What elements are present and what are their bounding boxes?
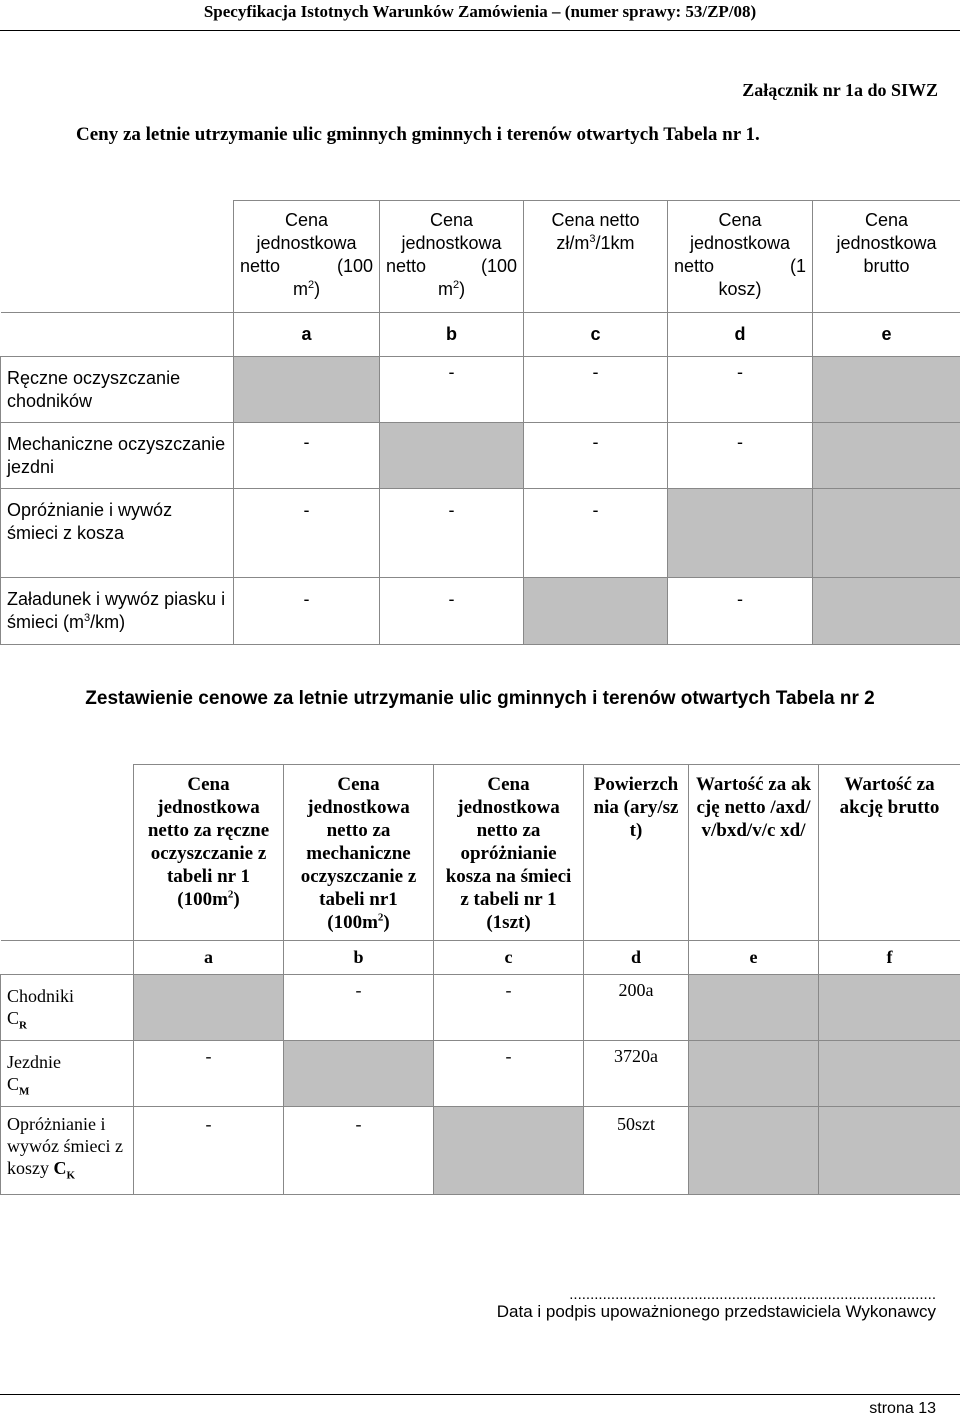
table2-letter: b [284, 941, 434, 975]
table2-letter: d [584, 941, 689, 975]
cell: - [380, 489, 524, 578]
cell: - [284, 975, 434, 1041]
cell: - [234, 578, 380, 645]
table2-header-b: Cena jednostkowa netto za mechaniczne oczyszczanie z tabeli nr1 $(100m^2)$ [284, 765, 434, 941]
document-header: Specyfikacja Istotnych Warunków Zamówienia – (numer sprawy: 53/ZP/08) [203, 2, 757, 21]
table2-header-e: Wartość za akcję netto /axd/v/bxd/v/c xd/ [689, 765, 819, 941]
cell-shaded [689, 1107, 819, 1195]
cell-shaded [234, 357, 380, 423]
table1-letter: c [524, 313, 668, 357]
cell-shaded [434, 1107, 584, 1195]
cell: - [524, 423, 668, 489]
table1-header-c: Cena netto $zł/m^3/1km$ [524, 201, 668, 313]
signature-caption: Data i podpis upoważnionego przedstawiciela Wykonawcy [496, 1302, 936, 1321]
table1-header-a: Cena jednostkowa netto (100 $m^2$) [234, 201, 380, 313]
cell-shaded [819, 1107, 960, 1195]
cell-shaded [134, 975, 284, 1041]
cell: - [234, 489, 380, 578]
cell: - [434, 1041, 584, 1107]
table2-row [1, 975, 960, 1041]
table1-header-d: Cena jednostkowa netto (1 kosz) [668, 201, 813, 313]
cell: - [380, 357, 524, 423]
row-label: Załadunek i wywóz piasku i śmieci $(m^3/km)$ [1, 578, 234, 645]
cell-shaded [813, 357, 960, 423]
table2-header-d: Powierzchnia (ary/szt) [584, 765, 689, 941]
price-table-2 [0, 764, 960, 1195]
table2-letter: f [819, 941, 960, 975]
cell: - [134, 1041, 284, 1107]
cell: - [668, 578, 813, 645]
cell: - [234, 423, 380, 489]
annex-label: Załącznik nr 1a do SIWZ [742, 80, 938, 100]
cell: - [434, 975, 584, 1041]
cell-shaded [380, 423, 524, 489]
table1-letter: e [813, 313, 960, 357]
cell-shaded [819, 975, 960, 1041]
page-number: strona 13 [869, 1400, 936, 1417]
cell-shaded [689, 1041, 819, 1107]
table2-title: Zestawienie cenowe za letnie utrzymanie ulic gminnych i terenów otwartych Tabela nr 2 [85, 688, 875, 709]
cell-shaded [813, 489, 960, 578]
cell-shaded [689, 975, 819, 1041]
cell: - [668, 423, 813, 489]
cell: 3720a [584, 1041, 689, 1107]
table1-row [1, 489, 960, 578]
cell: - [524, 489, 668, 578]
row-label: Jezdnie $C_M$ [1, 1041, 134, 1107]
table1-corner [1, 201, 234, 313]
cell-shaded [813, 578, 960, 645]
table1-row [1, 578, 960, 645]
table1-header-e: Cena jednostkowa brutto [813, 201, 960, 313]
cell: 200a [584, 975, 689, 1041]
cell-shaded [284, 1041, 434, 1107]
row-label: Chodniki $C_R$ [1, 975, 134, 1041]
table2-header-f: Wartość za akcję brutto [819, 765, 960, 941]
table2-header-c: Cena jednostkowa netto za opróżnianie kosza na śmieci z tabeli nr 1 (1szt) [434, 765, 584, 941]
cell-shaded [819, 1041, 960, 1107]
cell: - [380, 578, 524, 645]
header-divider [0, 30, 960, 31]
table1-letter: a [234, 313, 380, 357]
signature-line: ........................................................................................ [569, 1286, 936, 1303]
cell-shaded [668, 489, 813, 578]
table1-letter: d [668, 313, 813, 357]
table1-title: Ceny za letnie utrzymanie ulic gminnych gminnych i terenów otwartych Tabela nr 1. [76, 124, 760, 145]
cell: - [134, 1107, 284, 1195]
table2-header-a: Cena jednostkowa netto za ręczne oczyszczanie z tabeli nr 1 $(100m^2)$ [134, 765, 284, 941]
cell: - [284, 1107, 434, 1195]
table2-corner [1, 765, 134, 941]
footer-divider [0, 1394, 960, 1395]
table2-row [1, 1041, 960, 1107]
cell-shaded [813, 423, 960, 489]
price-table-1 [0, 200, 960, 645]
row-label: Opróżnianie i wywóz śmieci z koszy $C_K$ [1, 1107, 134, 1195]
table2-row [1, 1107, 960, 1195]
row-label: Opróżnianie i wywóz śmieci z kosza [1, 489, 234, 578]
cell-shaded [524, 578, 668, 645]
cell: 50szt [584, 1107, 689, 1195]
row-label: Mechaniczne oczyszczanie jezdni [1, 423, 234, 489]
row-label: Ręczne oczyszczanie chodników [1, 357, 234, 423]
table2-letter: c [434, 941, 584, 975]
table1-corner-2 [1, 313, 234, 357]
cell: - [668, 357, 813, 423]
table1-row [1, 423, 960, 489]
table2-letter: e [689, 941, 819, 975]
cell: - [524, 357, 668, 423]
table1-row [1, 357, 960, 423]
table2-letter: a [134, 941, 284, 975]
table1-header-b: Cena jednostkowa netto (100 $m^2$) [380, 201, 524, 313]
table2-corner-2 [1, 941, 134, 975]
table1-letter: b [380, 313, 524, 357]
